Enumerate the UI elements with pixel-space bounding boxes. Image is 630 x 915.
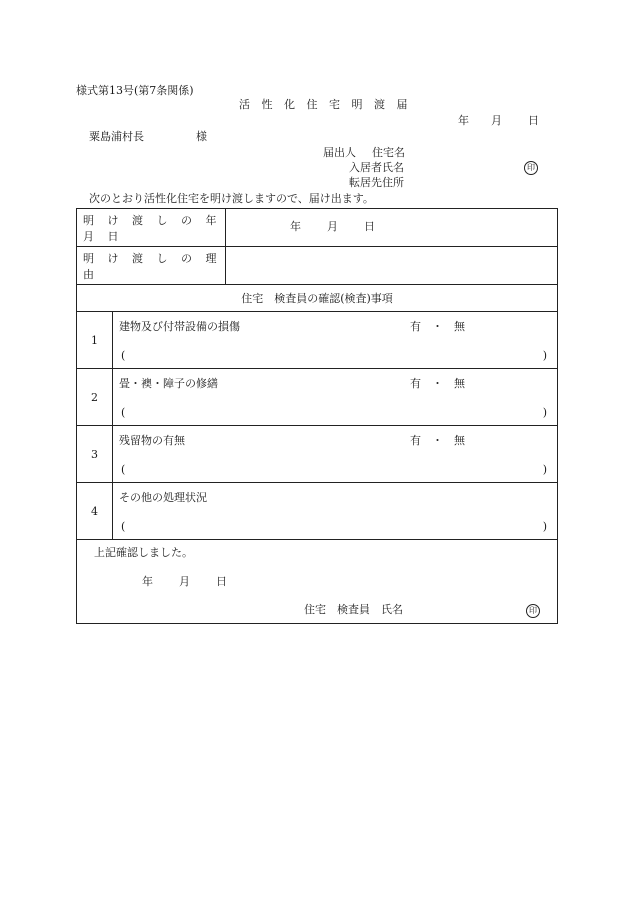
addressee-honorific: 様: [196, 130, 207, 143]
item-field[interactable]: [113, 426, 558, 483]
confirmation-date-month: 月: [179, 575, 190, 588]
item-name: その他の処理状況: [119, 491, 207, 504]
table-row: [77, 369, 558, 426]
applicant-new-address-label: 転居先住所: [349, 176, 404, 189]
vacate-date-row: [77, 209, 558, 247]
item-number: 1: [77, 312, 113, 369]
confirmation-date-day: 日: [216, 575, 227, 588]
item-paren-close: ): [542, 463, 548, 476]
header-date: [0, 114, 630, 128]
item-paren-close: ): [542, 406, 548, 419]
item-paren-open: (: [121, 349, 126, 362]
addressee-name: 粟島浦村長: [89, 130, 144, 143]
item-paren-open: (: [121, 520, 126, 533]
reason-field[interactable]: [226, 247, 558, 285]
item-number: 2: [77, 369, 113, 426]
confirmation-cell: [77, 540, 558, 624]
inspection-header: 住宅 検査員の確認(検査)事項: [77, 285, 558, 312]
item-choice[interactable]: 有 ・ 無: [410, 377, 465, 390]
confirmation-text: 上記確認しました。: [94, 546, 193, 559]
applicant-label: 届出人: [323, 146, 356, 159]
reason-label: 明 け 渡 し の 理 由: [77, 247, 226, 285]
vacate-date-day: 日: [364, 220, 376, 233]
table-row: [77, 312, 558, 369]
table-row: [77, 426, 558, 483]
item-number: 3: [77, 426, 113, 483]
form-number: 様式第13号(第7条関係): [76, 84, 194, 97]
inspector-label: 住宅 検査員 氏名: [304, 603, 403, 616]
item-paren-open: (: [121, 406, 126, 419]
item-field[interactable]: [113, 483, 558, 540]
item-paren-open: (: [121, 463, 126, 476]
header-date-month: 月: [491, 114, 502, 127]
item-choice[interactable]: 有 ・ 無: [410, 320, 465, 333]
intro-text: 次のとおり活性化住宅を明け渡しますので、届け出ます。: [89, 192, 374, 205]
applicant-occupant-label: 入居者氏名: [349, 161, 404, 174]
header-date-day: 日: [528, 114, 539, 127]
item-choice[interactable]: 有 ・ 無: [410, 434, 465, 447]
reason-row: [77, 247, 558, 285]
vacate-date-year: 年: [290, 220, 302, 233]
header-date-year: 年: [458, 114, 469, 127]
confirmation-row: [77, 540, 558, 624]
item-paren-close: ): [542, 349, 548, 362]
inspector-seal: 印: [526, 604, 540, 618]
item-field[interactable]: [113, 312, 558, 369]
vacate-date-field[interactable]: [226, 209, 558, 247]
item-name: 畳・襖・障子の修繕: [119, 377, 218, 390]
vacate-date-label: 明 け 渡 し の 年 月 日: [77, 209, 226, 247]
form-title: 活 性 化 住 宅 明 渡 届: [239, 98, 412, 111]
item-number: 4: [77, 483, 113, 540]
applicant-address-label: 住宅名: [372, 146, 405, 159]
applicant-seal: 印: [524, 161, 538, 175]
table-row: [77, 483, 558, 540]
item-field[interactable]: [113, 369, 558, 426]
inspection-header-row: [77, 285, 558, 312]
inspection-form-table: [76, 208, 558, 624]
item-paren-close: ): [542, 520, 548, 533]
vacate-date-month: 月: [327, 220, 339, 233]
confirmation-date-year: 年: [142, 575, 153, 588]
item-name: 残留物の有無: [119, 434, 185, 447]
item-name: 建物及び付帯設備の損傷: [119, 320, 240, 333]
